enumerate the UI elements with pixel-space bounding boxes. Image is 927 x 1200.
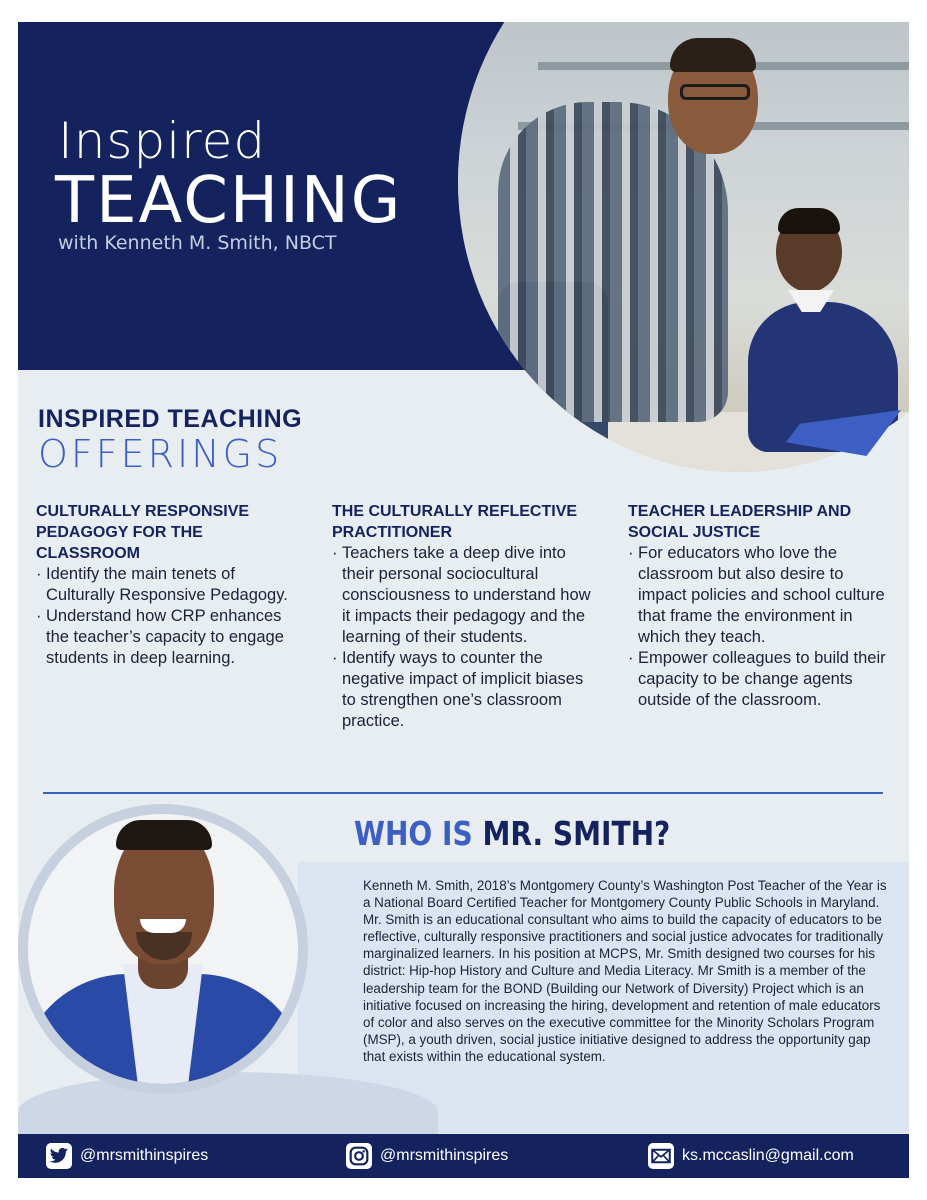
offering-column-2 — [332, 501, 592, 732]
offering-bullets — [628, 543, 888, 711]
twitter-handle: @mrsmithinspires — [80, 1147, 209, 1164]
bio-text: Kenneth M. Smith, 2018’s Montgomery County’s Washington Post Teacher of the Year is a National Board Certified Teacher for Montgomery County Public Schools in Maryland. Mr. Smith is an educational consultant who aims to build the capacity of educators to be reflective, culturally responsive practitioners and social justice advocates for traditionally marginalized learners. In his position at MCPS, Mr. Smith designed two courses for his district: Hip-hop History and Culture and Media Literacy. Mr Smith is a member of the leadership team for the BOND (Building our Network of Diversity) Project which is an initiative focused on increasing the hiring, development and retention of male educators of color and also serves on the executive committee for the Minority Scholars Program (MSP), a youth driven, social justice initiative designed to address the opportunity gap that exists within the educational system. — [363, 878, 887, 1064]
instagram-handle: @mrsmithinspires — [380, 1147, 509, 1164]
section-divider — [43, 792, 883, 794]
offering-bullet: · Empower colleagues to build their capacity to be change agents outside of the classroom. — [628, 648, 888, 711]
hero-photo — [458, 22, 909, 472]
offering-column-3 — [628, 501, 888, 711]
offering-bullet: · Teachers take a deep dive into their personal sociocultural consciousness to understand how it impacts their pedagogy and the learning of their students. — [332, 543, 592, 648]
flyer-page — [18, 22, 909, 1178]
bio-title — [354, 814, 670, 853]
teacher-glasses — [680, 84, 750, 100]
email-address: ks.mccaslin@gmail.com — [682, 1147, 854, 1164]
offering-bullet: · Identify the main tenets of Culturally Responsive Pedagogy. — [36, 564, 296, 606]
offering-bullets — [332, 543, 592, 732]
offering-bullets — [36, 564, 296, 669]
offerings-subheading: OFFERINGS — [38, 432, 283, 476]
offering-bullet: · Understand how CRP enhances the teacher’s capacity to engage students in deep learning. — [36, 606, 296, 669]
email-icon — [648, 1143, 674, 1169]
instagram-link[interactable] — [346, 1134, 508, 1178]
student-hair — [778, 208, 840, 234]
title-teaching: TEACHING — [55, 164, 403, 238]
twitter-icon — [46, 1143, 72, 1169]
twitter-link[interactable] — [46, 1134, 208, 1178]
bio-title-part2: MR. SMITH? — [482, 814, 671, 853]
offering-title: CULTURALLY RESPONSIVE PEDAGOGY FOR THE CLASSROOM — [36, 503, 250, 562]
offerings-heading: INSPIRED TEACHING — [38, 405, 303, 433]
email-link[interactable] — [648, 1134, 854, 1178]
offering-column-1 — [36, 501, 296, 669]
footer-bar — [18, 1134, 909, 1178]
offering-bullet: · For educators who love the classroom but also desire to impact policies and school culture that frame the environment in which they teach. — [628, 543, 888, 648]
title-subtitle: with Kenneth M. Smith, NBCT — [58, 232, 337, 254]
offering-title: THE CULTURALLY REFLECTIVE PRACTITIONER — [332, 503, 578, 541]
instagram-icon — [346, 1143, 372, 1169]
portrait-hair — [116, 820, 212, 850]
teacher-hair — [670, 38, 756, 72]
offering-bullet: · Identify ways to counter the negative impact of implicit biases to strengthen one’s classroom practice. — [332, 648, 592, 732]
offering-title: TEACHER LEADERSHIP AND SOCIAL JUSTICE — [628, 503, 852, 541]
portrait-photo — [28, 814, 298, 1084]
bio-title-part1: WHO IS — [354, 814, 473, 853]
title-inspired: Inspired — [58, 112, 267, 170]
portrait-smile — [140, 919, 186, 933]
